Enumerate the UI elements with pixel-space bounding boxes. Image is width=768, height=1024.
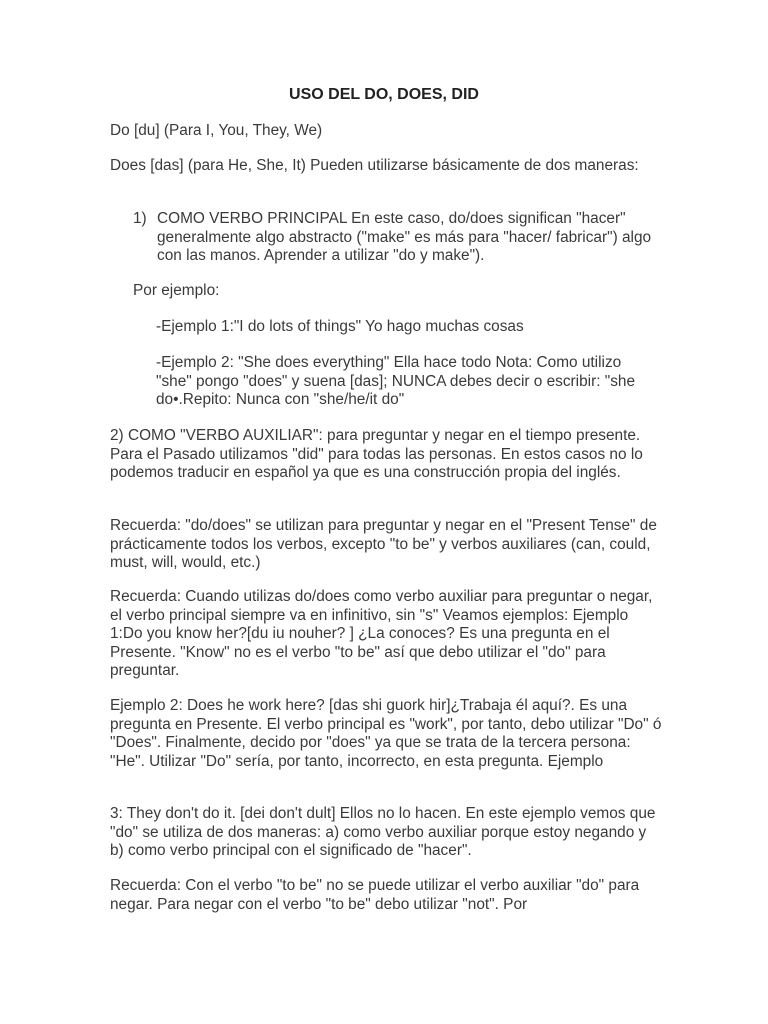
paragraph-ejemplo-1: -Ejemplo 1:"I do lots of things" Yo hago muchas cosas xyxy=(156,318,524,335)
paragraph-does: Does [das] (para He, She, It) Pueden utilizarse básicamente de dos maneras: xyxy=(110,157,639,174)
item-number: 1) xyxy=(133,210,147,227)
paragraph-ejemplo-2-she: -Ejemplo 2: "She does everything" Ella hace todo Nota: Como utilizo "she" pongo "does" y suena [das]; NUNCA debes decir o escribir: "she do•.Repito: Nunca con "she/he/it do" xyxy=(156,354,636,408)
paragraph-ejemplo-2-work: Ejemplo 2: Does he work here? [das shi guork hir]¿Trabaja él aquí?. Es una pregunta en Presente. El verbo principal es "work", por tanto, debo utilizar "Do" ó "Does". Finalmente, decido por "does" ya que se trata de la tercera persona: "He". Utilizar "Do" sería, por tanto, incorrecto, en esta pregunta. Ejemplo xyxy=(110,697,662,770)
item-text: COMO VERBO PRINCIPAL En este caso, do/does significan "hacer" generalmente algo abstracto ("make" es más para "hacer/ fabricar") algo con las manos. Aprender a utilizar "do y make"). xyxy=(157,210,652,264)
paragraph-ejemplo-3: 3: They don't do it. [dei don't dult] Ellos no lo hacen. En este ejemplo vemos que "do" se utiliza de dos maneras: a) como verbo auxiliar porque estoy negando y b) como verbo principal con el significado de "hacer". xyxy=(110,805,656,859)
paragraph-recuerda-2: Recuerda: Cuando utilizas do/does como verbo auxiliar para preguntar o negar, el verbo principal siempre va en infinitivo, sin "s" Veamos ejemplos: Ejemplo 1:Do you know her?[du iu nouher? ] ¿La conoces? Es una pregunta en el Presente. "Know" no es el verbo "to be" así que debo utilizar el "do" para preguntar. xyxy=(110,588,653,679)
numbered-item-verbo-principal xyxy=(133,210,663,266)
paragraph-recuerda-3: Recuerda: Con el verbo "to be" no se puede utilizar el verbo auxiliar "do" para negar. Para negar con el verbo "to be" debo utilizar "not". Por xyxy=(110,877,640,913)
paragraph-por-ejemplo: Por ejemplo: xyxy=(133,282,220,299)
document-title: USO DEL DO, DOES, DID xyxy=(289,86,479,103)
paragraph-verbo-auxiliar: 2) COMO "VERBO AUXILIAR": para preguntar y negar en el tiempo presente. Para el Pasado utilizamos "did" para todas las personas. En estos casos no lo podemos traducir en español ya que es una construcción propia del inglés. xyxy=(110,427,643,481)
paragraph-recuerda-1: Recuerda: "do/does" se utilizan para preguntar y negar en el "Present Tense" de prácticamente todos los verbos, excepto "to be" y verbos auxiliares (can, could, must, will, would, etc.) xyxy=(110,517,657,571)
paragraph-do: Do [du] (Para I, You, They, We) xyxy=(110,122,323,139)
